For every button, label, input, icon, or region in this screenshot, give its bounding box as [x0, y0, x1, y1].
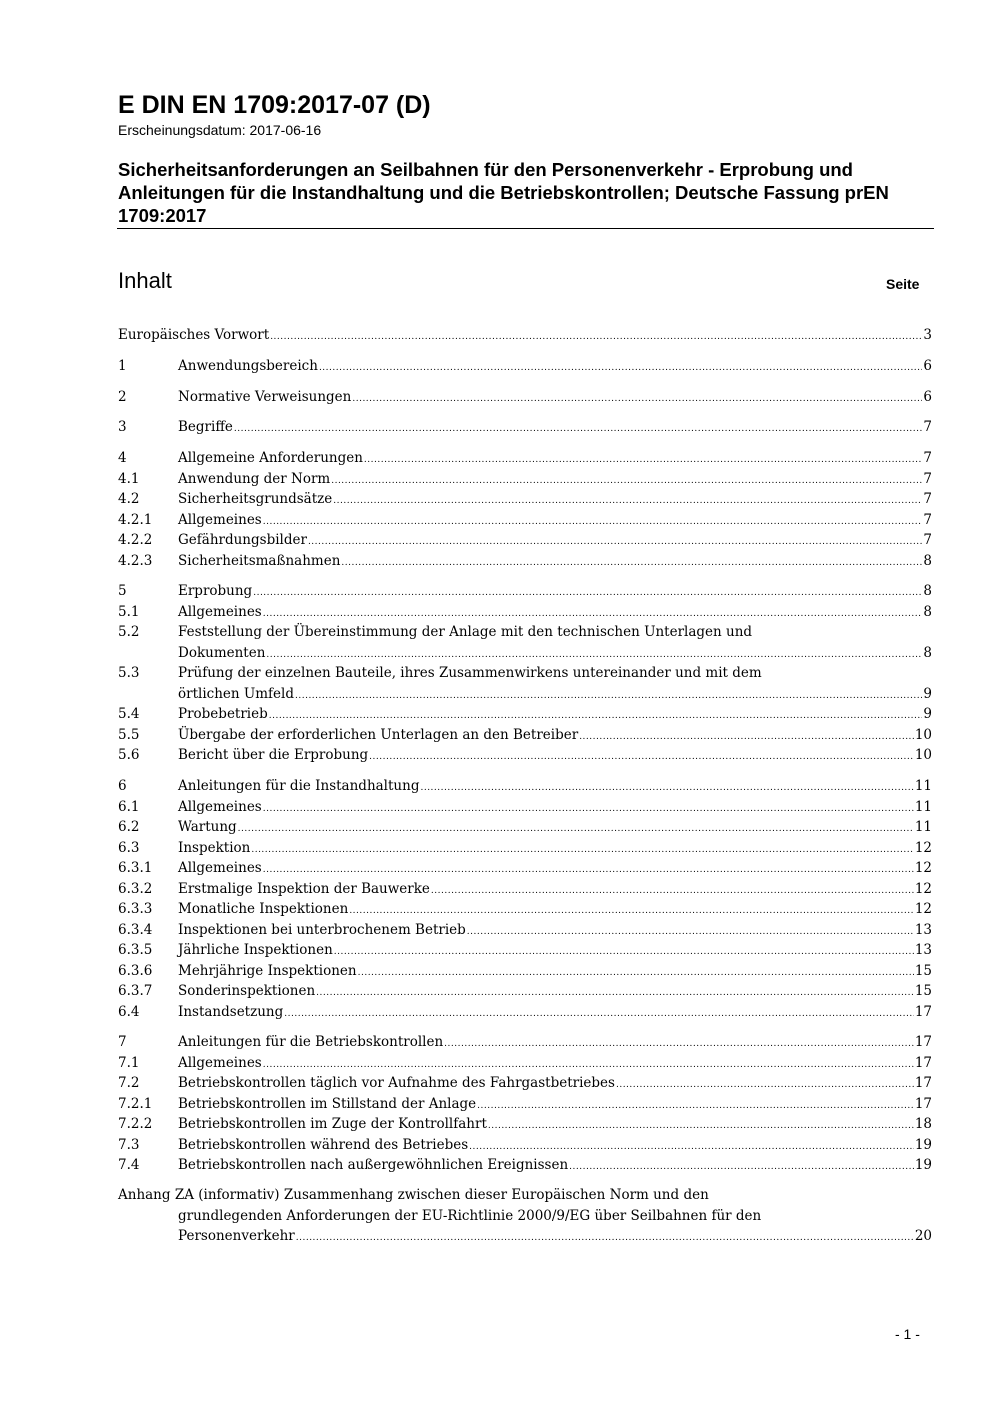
toc-entry-number: 6.1 [118, 798, 140, 815]
toc-entry-page: 7 [923, 511, 932, 528]
toc-leader [364, 448, 922, 471]
toc-entry-7-2-2[interactable] [118, 1114, 932, 1135]
toc-leader [352, 387, 922, 410]
toc-leader [569, 1155, 914, 1178]
toc-leader [467, 920, 914, 943]
toc-entry-page: 17 [914, 1075, 932, 1091]
toc-entry-1[interactable] [118, 356, 932, 377]
toc-entry-text-continued: Dokumenten [178, 644, 266, 661]
toc-entry-page: 9 [923, 685, 932, 702]
toc-entry-6-2[interactable] [118, 817, 932, 838]
toc-entry-page: 11 [914, 798, 932, 815]
toc-entry-text: Betriebskontrollen nach außergewöhnlichen Ereignissen [178, 1157, 569, 1173]
toc-entry-text: Anhang ZA (informativ) Zusammenhang zwischen dieser Europäischen Norm und den [118, 1187, 709, 1203]
toc-entry-5-4[interactable] [118, 704, 932, 725]
toc-entry-page: 6 [923, 389, 932, 405]
toc-entry-number: 5.6 [118, 747, 140, 763]
toc-entry-text: Allgemeines [178, 603, 262, 620]
toc-leader [238, 817, 914, 840]
toc-leader [334, 940, 914, 963]
toc-entry-page: 18 [914, 1116, 932, 1132]
toc-entry-7-2-1[interactable] [118, 1094, 932, 1115]
toc-entry-number: 1 [118, 358, 127, 374]
toc-entry-number: 7.1 [118, 1054, 140, 1071]
toc-entry-text: Mehrjährige Inspektionen [178, 962, 357, 979]
toc-leader [266, 643, 922, 666]
toc-entry-number: 7.3 [118, 1136, 140, 1153]
toc-leader [431, 879, 914, 902]
toc-entry-page: 10 [914, 747, 932, 763]
toc-entry-page: 7 [923, 419, 932, 435]
toc-entry-6-3-7[interactable] [118, 981, 932, 1002]
toc-entry-text-continued: örtlichen Umfeld [178, 685, 294, 702]
toc-entry-7-4[interactable] [118, 1155, 932, 1176]
toc-entry-6-4[interactable] [118, 1002, 932, 1023]
toc-entry-4-2-3[interactable] [118, 551, 932, 572]
toc-entry-page: 7 [923, 470, 932, 487]
toc-entry-6-3-4[interactable] [118, 920, 932, 941]
toc-entry-4[interactable] [118, 448, 932, 469]
toc-entry-number: 6.3.7 [118, 983, 153, 999]
toc-entry-text-continued-2: Personenverkehr [178, 1228, 295, 1244]
toc-entry-text: Jährliche Inspektionen [178, 942, 333, 958]
toc-entry-3[interactable] [118, 417, 932, 438]
toc-entry-number: 6.2 [118, 819, 140, 835]
toc-entry-page: 17 [914, 1095, 932, 1112]
toc-entry-5-6[interactable] [118, 745, 932, 766]
toc-entry-page: 15 [914, 962, 932, 979]
toc-leader [358, 961, 914, 984]
toc-entry-5-5[interactable] [118, 725, 932, 746]
toc-entry-6-3[interactable] [118, 838, 932, 859]
toc-entry-page: 19 [914, 1157, 932, 1173]
publication-date: Erscheinungsdatum: 2017-06-16 [118, 122, 322, 138]
toc-leader [270, 325, 922, 348]
toc-leader [341, 551, 922, 574]
toc-page-label: Seite [886, 276, 920, 292]
toc-leader [269, 704, 923, 727]
toc-entry-page: 8 [923, 583, 932, 599]
toc-entry-number: 6.3.5 [118, 942, 153, 958]
toc-entry-page: 8 [923, 603, 932, 620]
toc-entry-text: Instandsetzung [178, 1003, 284, 1020]
toc-entry-page: 17 [914, 1054, 932, 1071]
toc-leader [469, 1135, 914, 1158]
toc-entry-text: Begriffe [178, 419, 233, 435]
toc-leader [477, 1094, 914, 1117]
toc-entry-number: 6.4 [118, 1003, 140, 1020]
toc-entry-4-1[interactable] [118, 469, 932, 490]
toc-entry-page: 13 [914, 921, 932, 938]
toc-leader [308, 530, 922, 553]
toc-entry-text: Anwendungsbereich [178, 358, 318, 374]
toc-entry-text: Erstmalige Inspektion der Bauwerke [178, 880, 430, 897]
toc-entry-7-3[interactable] [118, 1135, 932, 1156]
toc-entry-number: 6.3.3 [118, 901, 153, 917]
toc-entry-text: Bericht über die Erprobung [178, 747, 369, 763]
toc-entry-page: 15 [914, 983, 932, 999]
toc-entry-page: 7 [923, 491, 932, 507]
toc-entry-number: 7.2.2 [118, 1116, 153, 1132]
toc-entry-text: Inspektion [178, 839, 251, 856]
toc-entry-number: 4.2.1 [118, 511, 153, 528]
toc-entry-page: 12 [914, 839, 932, 856]
toc-entry-page: 17 [914, 1003, 932, 1020]
toc-entry-text: Anwendung der Norm [178, 470, 331, 487]
header-rule [117, 228, 934, 229]
toc-entry-page: 17 [914, 1034, 932, 1050]
toc-entry-text: Feststellung der Übereinstimmung der Anlage mit den technischen Unterlagen und [178, 624, 753, 640]
toc-leader [333, 489, 922, 512]
toc-entry-number: 7.4 [118, 1157, 140, 1173]
toc-leader [369, 745, 914, 768]
toc-entry-page: 13 [914, 942, 932, 958]
toc-leader [263, 797, 914, 820]
toc-entry-page: 10 [914, 726, 932, 743]
toc-entry-number: 5.3 [118, 665, 140, 681]
toc-entry-6-3-1[interactable] [118, 858, 932, 879]
toc-entry-text: Betriebskontrollen während des Betriebes [178, 1136, 469, 1153]
toc-leader [488, 1114, 914, 1137]
toc-entry-text: Europäisches Vorwort [118, 327, 270, 343]
toc-entry-text: Übergabe der erforderlichen Unterlagen an den Betreiber [178, 726, 579, 743]
toc-leader [444, 1032, 914, 1055]
toc-entry-number: 3 [118, 419, 127, 435]
toc-entry-4-2[interactable] [118, 489, 932, 510]
toc-entry-number: 7.2.1 [118, 1095, 153, 1112]
toc-entry-5-2[interactable] [118, 622, 932, 663]
toc-entry-5-3[interactable] [118, 663, 932, 704]
toc-leader [234, 417, 923, 440]
toc-entry-page: 12 [914, 880, 932, 897]
toc-entry-text: Betriebskontrollen im Stillstand der Anlage [178, 1095, 477, 1112]
toc-entry-text: Allgemeines [178, 860, 262, 876]
toc-leader [579, 725, 914, 748]
toc-entry-text: Anleitungen für die Instandhaltung [178, 778, 420, 794]
toc-entry-6[interactable] [118, 776, 932, 797]
toc-entry-number: 5.2 [118, 624, 140, 640]
page-number: - 1 - [895, 1326, 920, 1342]
toc-entry-text: Betriebskontrollen im Zuge der Kontrollfahrt [178, 1116, 487, 1132]
toc-leader [263, 602, 923, 625]
toc-entry-text: Sicherheitsgrundsätze [178, 491, 333, 507]
toc-entry-text: Wartung [178, 819, 237, 835]
toc-entry-page: 8 [923, 644, 932, 661]
toc-entry-page: 12 [914, 860, 932, 876]
toc-entry-text: Sonderinspektionen [178, 983, 316, 999]
toc-entry-text: Anleitungen für die Betriebskontrollen [178, 1034, 444, 1050]
toc-entry-5[interactable] [118, 581, 932, 602]
toc-leader [295, 684, 922, 707]
toc-entry-page: 8 [923, 552, 932, 569]
toc-entry-text-continued: grundlegenden Anforderungen der EU-Richtlinie 2000/9/EG über Seilbahnen für den [178, 1207, 762, 1224]
toc-entry-6-3-3[interactable] [118, 899, 932, 920]
toc-entry-number: 5 [118, 583, 127, 599]
toc-entry-6-3-2[interactable] [118, 879, 932, 900]
toc-entry-number: 6 [118, 778, 127, 794]
toc-entry-number: 7 [118, 1034, 127, 1050]
toc-entry-text: Probebetrieb [178, 706, 268, 722]
document-title: E DIN EN 1709:2017-07 (D) [118, 91, 431, 119]
toc-entry-number: 4.2.3 [118, 552, 153, 569]
toc-entry-page: 7 [923, 532, 932, 548]
toc-entry-page: 11 [914, 778, 932, 794]
toc-entry-text: Allgemeine Anforderungen [178, 450, 363, 466]
toc-entry-text: Allgemeines [178, 511, 262, 528]
toc-entry-6-1[interactable] [118, 797, 932, 818]
toc-leader [420, 776, 913, 799]
toc-leader [263, 510, 923, 533]
toc-entry-text: Prüfung der einzelnen Bauteile, ihres Zusammenwirkens untereinander und mit dem [178, 665, 762, 681]
toc-entry-7-2[interactable] [118, 1073, 932, 1094]
toc-entry-page: 6 [923, 358, 932, 374]
toc-entry-page: 20 [914, 1228, 932, 1244]
toc-entry-number: 5.4 [118, 706, 140, 722]
toc-entry-number: 6.3.1 [118, 860, 153, 876]
toc-entry-7[interactable] [118, 1032, 932, 1053]
toc-entry-number: 6.3.2 [118, 880, 153, 897]
toc-entry-text: Sicherheitsmaßnahmen [178, 552, 341, 569]
toc-leader [253, 581, 922, 604]
toc-entry-text: Allgemeines [178, 1054, 262, 1071]
toc-entry-5-1[interactable] [118, 602, 932, 623]
toc-entry-7-1[interactable] [118, 1053, 932, 1074]
toc-leader [263, 1053, 914, 1076]
toc-entry-number: 2 [118, 389, 127, 405]
toc-entry-vorwort[interactable] [118, 325, 932, 346]
toc-entry-page: 12 [914, 901, 932, 917]
toc-entry-6-3-6[interactable] [118, 961, 932, 982]
toc-entry-number: 4.2 [118, 491, 140, 507]
toc-entry-text: Monatliche Inspektionen [178, 901, 349, 917]
toc-entry-page: 3 [923, 327, 932, 343]
toc-entry-number: 7.2 [118, 1075, 140, 1091]
toc-leader [616, 1073, 914, 1096]
toc-entry-page: 11 [914, 819, 932, 835]
toc-entry-6-3-5[interactable] [118, 940, 932, 961]
toc-entry-text: Allgemeines [178, 798, 262, 815]
toc-entry-text: Inspektionen bei unterbrochenem Betrieb [178, 921, 466, 938]
toc-entry-4-2-1[interactable] [118, 510, 932, 531]
toc-entry-number: 4.2.2 [118, 532, 153, 548]
toc-leader [263, 858, 914, 881]
toc-leader [316, 981, 914, 1004]
toc-entry-number: 5.5 [118, 726, 140, 743]
toc-entry-number: 4.1 [118, 470, 140, 487]
toc-leader [284, 1002, 914, 1025]
toc-leader [319, 356, 922, 379]
toc-entry-number: 4 [118, 450, 127, 466]
toc-leader [296, 1226, 914, 1249]
toc-leader [349, 899, 914, 922]
toc-heading: Inhalt [118, 268, 172, 293]
toc-entry-number: 6.3 [118, 839, 140, 856]
toc-entry-4-2-2[interactable] [118, 530, 932, 551]
toc-entry-number: 6.3.4 [118, 921, 153, 938]
toc-leader [251, 838, 913, 861]
toc-entry-text: Normative Verweisungen [178, 389, 352, 405]
toc-entry-page: 19 [914, 1136, 932, 1153]
toc-entry-number: 5.1 [118, 603, 140, 620]
toc-entry-2[interactable] [118, 387, 932, 408]
toc-entry-number: 6.3.6 [118, 962, 153, 979]
toc-entry-text: Gefährdungsbilder [178, 532, 307, 548]
toc-entry-page: 7 [923, 450, 932, 466]
toc-entry-text: Betriebskontrollen täglich vor Aufnahme des Fahrgastbetriebes [178, 1075, 615, 1091]
toc-entry-annex-za[interactable] [118, 1185, 932, 1247]
toc-entry-page: 9 [923, 706, 932, 722]
toc-leader [331, 469, 922, 492]
document-subtitle: Sicherheitsanforderungen an Seilbahnen für den Personenverkehr - Erprobung und Anleitungen für die Instandhaltung und die Betriebskontrollen; Deutsche Fassung prEN 1709:2017 [118, 159, 889, 226]
toc-entry-text: Erprobung [178, 583, 253, 599]
